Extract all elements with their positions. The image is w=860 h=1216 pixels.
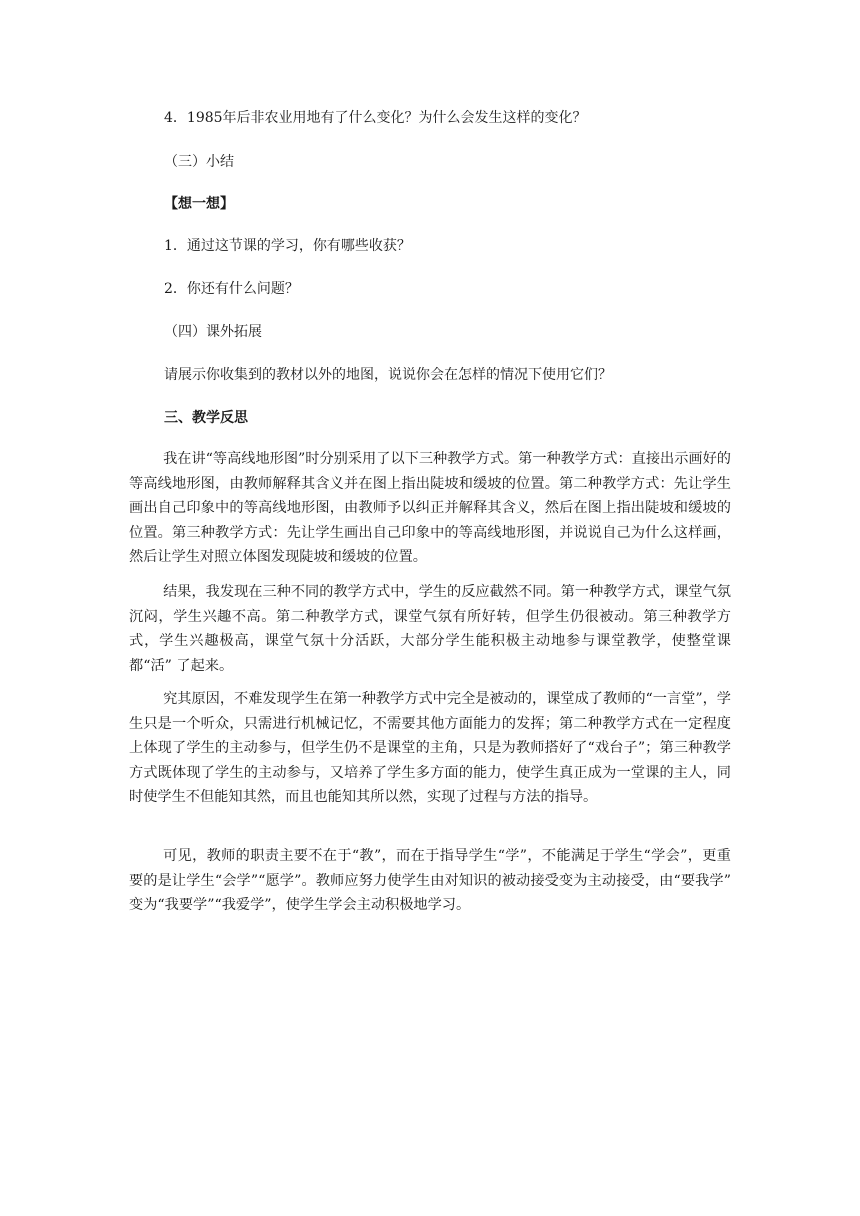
- think-heading: 【想一想】: [164, 196, 234, 212]
- reflection-paragraph-1: 我在讲“等高线地形图”时分别采用了以下三种教学方式。第一种教学方式：直接出示画好的等高线地形图，由教师解释其含义并在图上指出陡坡和缓坡的位置。第二种教学方式：先让学生画出自己印象中的等高线地形图，由教师予以纠正并解释其含义，然后在图上指出陡坡和缓坡的位置。第三种教学方式：先让学生画出自己印象中的等高线地形图，并说说自己为什么这样画，然后让学生对照立体图发现陡坡和缓坡的位置。: [129, 451, 731, 565]
- extension-text: 请展示你收集到的教材以外的地图，说说你会在怎样的情况下使用它们？: [164, 367, 612, 383]
- think-item-1: 1．通过这节课的学习，你有哪些收获？: [164, 238, 411, 254]
- question-4: 4．1985年后非农业用地有了什么变化？为什么会发生这样的变化？: [164, 110, 587, 126]
- reflection-paragraph-4: 可见，教师的职责主要不在于“教”，而在于指导学生“学”，不能满足于学生“学会”，更重要的是让学生“会学”“愿学”。教师应努力使学生由对知识的被动接受变为主动接受，由“要我学” 变为“我要学”“我爱学”，使学生学会主动积极地学习。: [129, 848, 731, 913]
- summary-heading: （三）小结: [164, 154, 234, 170]
- think-item-2: 2．你还有什么问题？: [164, 281, 299, 297]
- reflection-paragraph-3: 究其原因，不难发现学生在第一种教学方式中完全是被动的，课堂成了教师的“一言堂”，学生只是一个听众，只需进行机械记忆，不需要其他方面能力的发挥；第二种教学方式在一定程度上体现了学生的主动参与，但学生仍不是课堂的主角，只是为教师搭好了“戏台子”；第三种教学方式既体现了学生的主动参与，又培养了学生多方面的能力，使学生真正成为一堂课的主人，同时使学生不但能知其然，而且也能知其所以然，实现了过程与方法的指导。: [129, 691, 731, 805]
- reflection-paragraph-2: 结果，我发现在三种不同的教学方式中，学生的反应截然不同。第一种教学方式，课堂气氛沉闷，学生兴趣不高。第二种教学方式，课堂气氛有所好转，但学生仍很被动。第三种教学方式，学生兴趣极高，课堂气氛十分活跃，大部分学生能积极主动地参与课堂教学，使整堂课都“活” 了起来。: [129, 584, 731, 674]
- reflection-heading: 三、教学反思: [164, 410, 248, 426]
- extension-heading: （四）课外拓展: [164, 324, 262, 340]
